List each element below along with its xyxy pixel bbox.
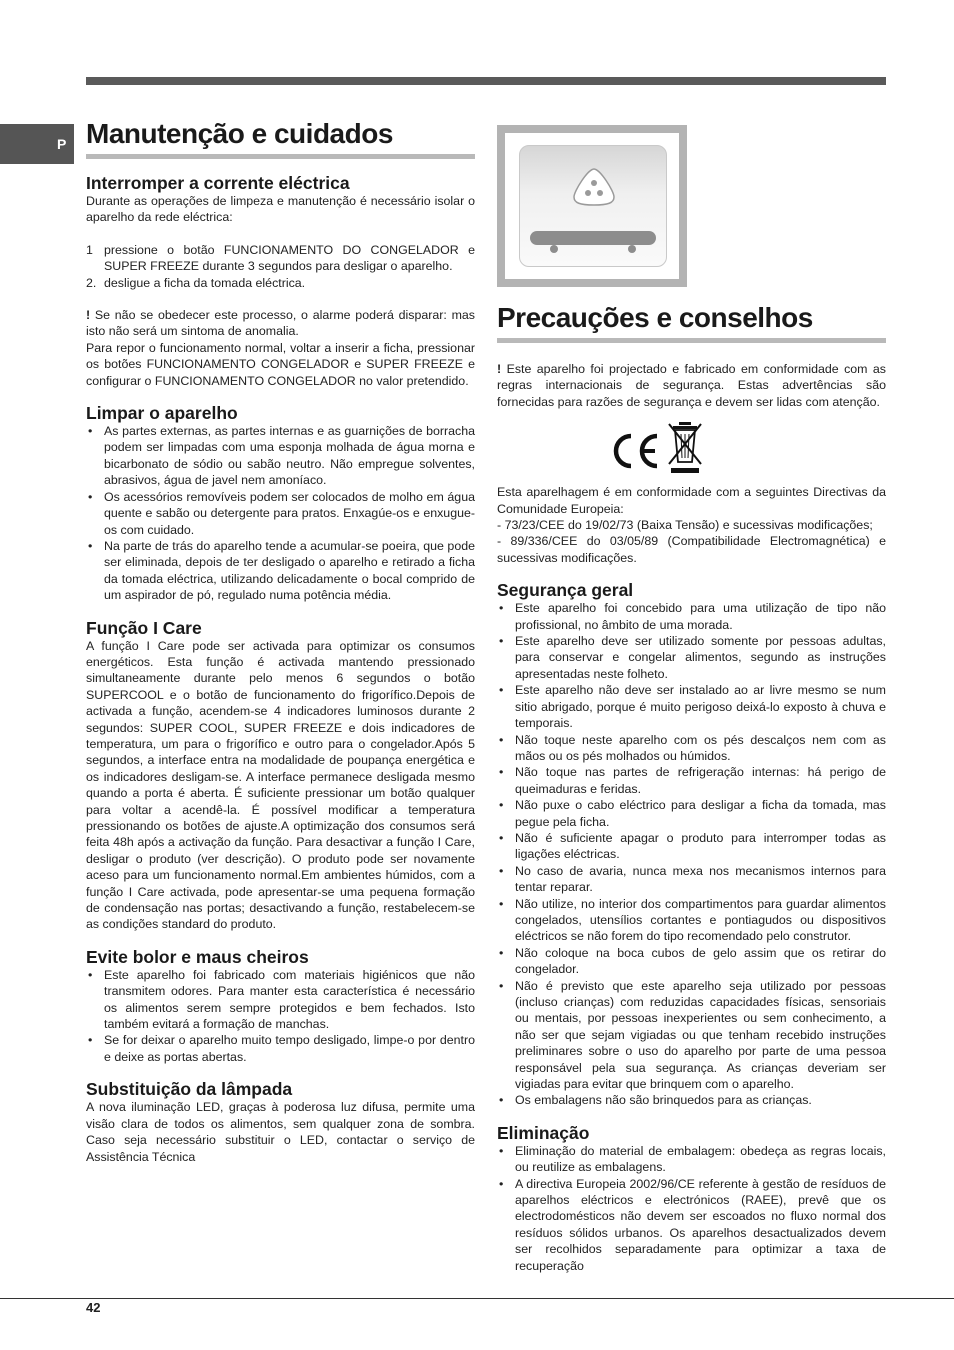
list-item: • No caso de avaria, nunca mexa nos mecanismos internos para tentar reparar. [497,863,886,896]
warning-mark: ! [497,362,502,376]
directive-emc: - 89/336/CEE do 03/05/89 (Compatibilidade Electromagnética) e sucessivas modificações. [497,534,886,565]
list-item: • Este aparelho deve ser utilizado somente por pessoas adultas, para conservar e congelar alimentos, segundo as instruções apresentadas neste folheto. [497,633,886,682]
list-item: • Não toque nas partes de refrigeração internas: há perigo de queimaduras e feridas. [497,764,886,797]
right-column [497,300,886,1274]
heading-mould: Evite bolor e maus cheiros [86,946,309,967]
list-item: • Este aparelho foi fabricado com materiais higiénicos que não transmitem odores. Para manter esta característica é necessário os alimentos serem sempre protegidos e bem fechados. Isto também evitará a formação de manchas. [86,967,475,1033]
disconnect-steps [86,242,475,291]
list-item: • Se for deixar o aparelho muito tempo desligado, limpe-o por dentro e deixe as portas abertas. [86,1032,475,1065]
icare-text: A função I Care pode ser activada para optimizar os consumos energéticos. Esta função é activada mantendo pressionado simultaneamente durante pelo menos 6 segundos o botão SUPERCOOL e o botão de funcionamento do frigorífico.Depois de activada a função, acendem-se 4 indicadores luminosos durante 2 segundos: SUPER COOL, SUPER FREEZE e dois indicadores de temperatura, um para o frigorífico e outro para o congelador.Após 5 segundos, a interface entra na modalidade de poupança energética e os indicadores desligam-se. A interface permanece desligada mesmo quando a porta é aberta. É suficiente pressionar um botão qualquer para voltar a acendê-la. É possível modificar a temperatura pressionando os botões de ajuste.A optimização dos consumos será feita 48h após a activação da função. Para desactivar a função I Care, desligar o produto (ver descrição). O produto pode ser novamente aceso para um funcionamento normal.Em ambientes húmidos, com a função I Care activada, pode apresentar-se uma pequena formação de condensação nas portas; desactivando a função, restabelecem-se as condições standard do produto. [86,638,475,932]
disposal-list [497,1143,886,1274]
page-title-maintenance: Manutenção e cuidados [86,116,475,159]
directives-intro: Esta aparelhagem é em conformidade com a seguintes Directivas da Comunidade Europeia: [497,485,886,516]
list-item [86,275,475,291]
indicator-dot-icon [550,245,558,253]
list-item: • Eliminação do material de embalagem: obedeça as regras locais, ou reutilize as embalagens. [497,1143,886,1176]
lamp-text: A nova iluminação LED, graças à poderosa luz difusa, permite uma visão clara de todos os alimentos, sem qualquer zona de sombra. Caso seja necessário substituir o LED, contactar o serviço de Assistência Técnica [86,1100,475,1164]
heading-cleaning: Limpar o aparelho [86,403,238,424]
list-item: • Não é suficiente apagar o produto para interromper todas as ligações eléctricas. [497,830,886,863]
list-item: • Não coloque na boca cubos de gelo assim que os retirar do congelador. [497,945,886,978]
cleaning-list [86,423,475,603]
crossed-bin-icon [665,420,705,476]
language-tab-letter: P [57,136,67,152]
certification-marks [497,418,886,480]
warning-note [86,307,475,340]
heading-disconnect: Interromper a corrente eléctrica [86,173,350,193]
step-text: desligue a ficha da tomada eléctrica. [104,275,306,290]
precautions-intro-text: Este aparelho foi projectado e fabricado em conformidade com as regras internacionais de segurança. Estas advertências são fornecidas para razões de segurança e devem ser lidas com atenção. [497,362,886,409]
heading-disposal: Eliminação [497,1122,590,1143]
header-rule [86,77,886,85]
triple-dot-button-icon [570,166,618,208]
warning-mark: ! [86,308,91,323]
warning-text: Se não se obedecer este processo, o alarme poderá disparar: mas isto não será um sintoma de anomalia. [86,308,475,339]
list-item: • Não toque neste aparelho com os pés descalços nem com as mãos ou os pés molhados ou húmidos. [497,732,886,765]
restore-note: Para repor o funcionamento normal, voltar a inserir a ficha, pressionar os botões FUNCIONAMENTO CONGELADOR e SUPER FREEZE e configurar o FUNCIONAMENTO CONGELADOR no valor pretendido. [86,340,475,388]
precautions-intro [497,361,886,410]
page-number: 42 [86,1300,101,1315]
mould-list [86,967,475,1065]
list-item: • Os acessórios removíveis podem ser colocados de molho em água quente e sabão ou detergente para pratos. Enxagúe-os e enxugue-os com cuidado. [86,489,475,538]
directive-low-voltage: - 73/23/CEE do 19/02/73 (Baixa Tensão) e sucessivas modificações; [497,518,873,533]
list-item: • Não é previsto que este aparelho seja utilizado por pessoas (incluso crianças) com reduzidas capacidades físicas, sensoriais ou mentais, por pessoas inexperientes ou sem conhecimento, a não ser que sejam vigiadas ou que tenham recebido instruções preliminares sobre o uso do aparelho por parte de uma pessoa responsável pela sua segurança. As crianças deveriam ser vigiadas para evitar que brinquem com o aparelho. [497,978,886,1093]
footer-rule [0,1298,954,1299]
step-number: 2. [86,275,97,290]
step-text: pressione o botão FUNCIONAMENTO DO CONGELADOR e SUPER FREEZE durante 3 segundos para desligar o aparelho. [104,242,475,274]
list-item: • Este aparelho foi concebido para uma utilização de tipo não profissional, no âmbito de uma morada. [497,600,886,633]
list-item [86,242,475,275]
list-item: • Os embalagens não são brinquedos para as crianças. [497,1092,886,1108]
ce-mark-icon [609,432,661,470]
page-title-precautions: Precauções e conselhos [497,300,886,343]
left-column [86,116,475,1165]
list-item: • Não puxe o cabo eléctrico para desligar a ficha da tomada, mas pegue pela ficha. [497,797,886,830]
list-item: • A directiva Europeia 2002/96/CE referente à gestão de resíduos de aparelhos eléctricos e electrónicos (RAEE), prevê que os electrodomésticos não devem ser escoados no fluxo normal dos resíduos sólidos urbanos. Os aparelhos desactualizados devem ser recolhidos separadamente para optimizar a taxa de recuperação [497,1176,886,1274]
heading-icare: Função I Care [86,617,202,638]
panel-display-bar [530,231,656,245]
indicator-dot-icon [628,245,636,253]
list-item: • Não utilize, no interior dos compartimentos para guardar alimentos congelados, utensílios cortantes e pontiagudos ou dispositivos eléctricos se não forem do tipo recomendado pelo construtor. [497,896,886,945]
control-panel-figure [497,125,687,287]
language-tab [0,124,74,164]
step-number: 1 [86,242,93,257]
heading-lamp: Substituição da lâmpada [86,1079,293,1100]
list-item: • Este aparelho não deve ser instalado ao ar livre mesmo se num sitio abrigado, porque é muito perigoso deixá-lo exposto à chuva e temporais. [497,682,886,731]
control-panel-illustration [519,145,667,267]
heading-general-safety: Segurança geral [497,580,634,601]
list-item: • As partes externas, as partes internas e as guarnições de borracha podem ser limpadas com uma esponja molhada de água morna e bicarbonato de sódio ou sabão neutro. Não empregue solventes, abrasivos, água de javel nem amoníaco. [86,423,475,489]
safety-list [497,600,886,1109]
list-item: • Na parte de trás do aparelho tende a acumular-se poeira, que pode ser eliminada, depois de ter desligado o aparelho e retirado a ficha da tomada eléctrica, utilizando delicadamente o bocal comprido de um aspirador de pó, regulado numa potência média. [86,538,475,604]
disconnect-intro: Durante as operações de limpeza e manutenção é necessário isolar o aparelho da rede eléctrica: [86,194,475,225]
